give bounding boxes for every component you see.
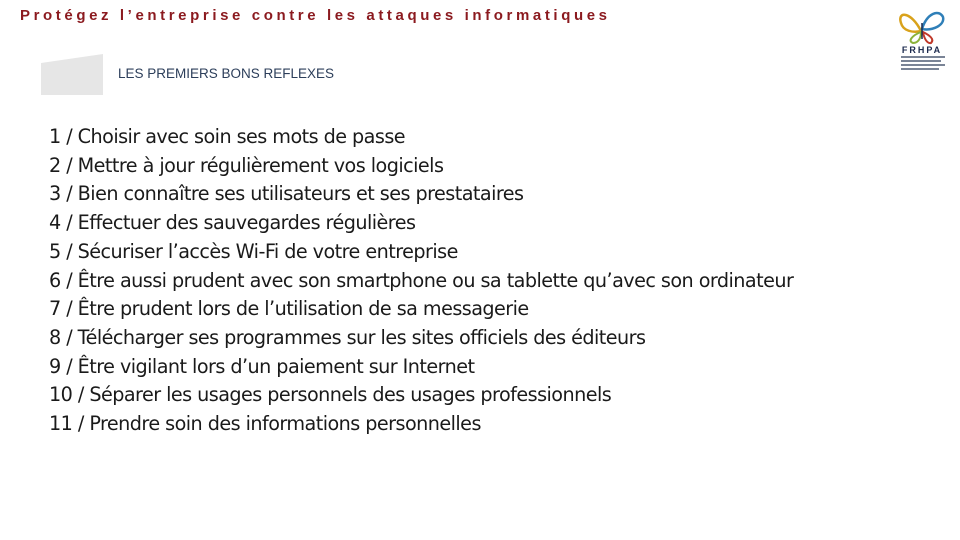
- section-heading: LES PREMIERS BONS REFLEXES: [118, 66, 335, 81]
- decorative-tab-shape: [41, 54, 103, 95]
- list-item: 4 / Effectuer des sauvegardes régulières: [49, 211, 416, 235]
- list-item: 5 / Sécuriser l’accès Wi-Fi de votre entreprise: [49, 239, 458, 263]
- slide-title: Protégez l’entreprise contre les attaques informatiques: [20, 7, 611, 24]
- logo-text: FRHPA: [901, 45, 943, 55]
- list-item: 6 / Être aussi prudent avec son smartphone ou sa tablette qu’avec son ordinateur: [49, 268, 794, 292]
- list-item: 2 / Mettre à jour régulièrement vos logiciels: [49, 153, 444, 177]
- list-item: 8 / Télécharger ses programmes sur les sites officiels des éditeurs: [49, 325, 646, 349]
- list-item: 11 / Prendre soin des informations personnelles: [49, 412, 481, 436]
- reflexes-list: [49, 123, 793, 439]
- logo-subtitle-lines: [901, 56, 945, 72]
- list-item: 1 / Choisir avec soin ses mots de passe: [49, 125, 406, 148]
- list-item: 9 / Être vigilant lors d’un paiement sur Internet: [49, 354, 475, 378]
- frhpa-logo: [893, 5, 951, 73]
- butterfly-icon: [893, 5, 951, 45]
- list-item: 3 / Bien connaître ses utilisateurs et ses prestataires: [49, 182, 524, 206]
- list-item: 7 / Être prudent lors de l’utilisation de sa messagerie: [49, 297, 529, 321]
- list-item: 10 / Séparer les usages personnels des usages professionnels: [49, 383, 612, 407]
